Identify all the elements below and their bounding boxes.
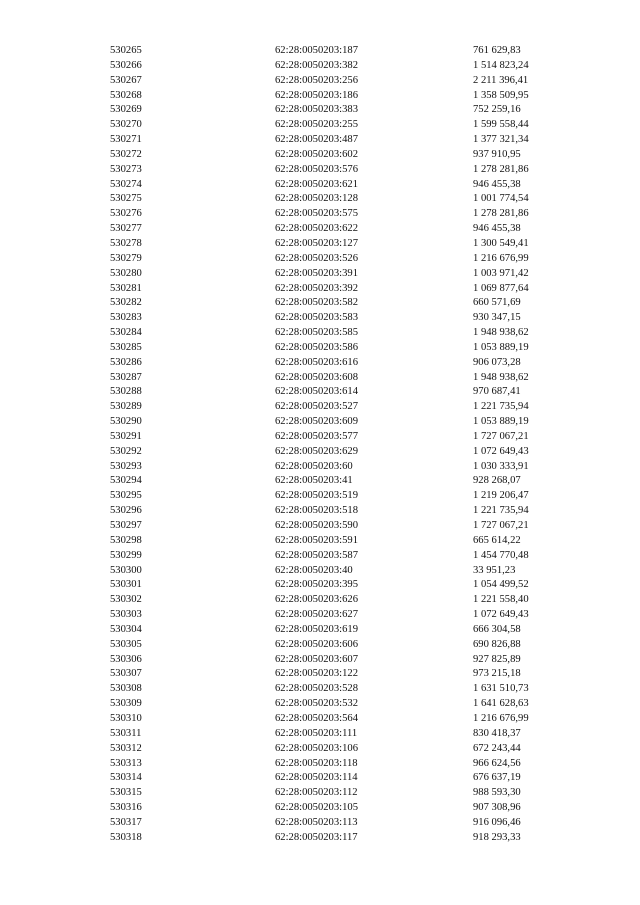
cadastral-value-cell: 946 455,38 bbox=[473, 223, 521, 235]
cadastral-value-cell: 690 826,88 bbox=[473, 638, 521, 650]
table-row bbox=[110, 192, 550, 207]
table-row bbox=[110, 653, 550, 668]
record-number-cell: 530307 bbox=[110, 668, 142, 680]
cadastral-value-cell: 1 278 281,86 bbox=[473, 163, 529, 175]
cadastral-value-cell: 918 293,33 bbox=[473, 831, 521, 843]
cadastral-value-cell: 1 219 206,47 bbox=[473, 490, 529, 502]
cadastral-value-cell: 1 003 971,42 bbox=[473, 267, 529, 279]
table-row bbox=[110, 534, 550, 549]
table-row bbox=[110, 445, 550, 460]
record-number-cell: 530291 bbox=[110, 430, 142, 442]
cadastral-number-cell: 62:28:0050203:106 bbox=[275, 742, 358, 754]
cadastral-value-cell: 1 216 676,99 bbox=[473, 252, 529, 264]
cadastral-value-cell: 1 948 938,62 bbox=[473, 327, 529, 339]
record-number-cell: 530285 bbox=[110, 341, 142, 353]
cadastral-number-cell: 62:28:0050203:586 bbox=[275, 341, 358, 353]
cadastral-number-cell: 62:28:0050203:621 bbox=[275, 178, 358, 190]
record-number-cell: 530292 bbox=[110, 445, 142, 457]
cadastral-value-cell: 1 278 281,86 bbox=[473, 208, 529, 220]
cadastral-value-cell: 665 614,22 bbox=[473, 534, 521, 546]
cadastral-number-cell: 62:28:0050203:127 bbox=[275, 237, 358, 249]
table-row bbox=[110, 519, 550, 534]
cadastral-value-cell: 1 001 774,54 bbox=[473, 193, 529, 205]
record-number-cell: 530281 bbox=[110, 282, 142, 294]
table-row bbox=[110, 118, 550, 133]
record-number-cell: 530305 bbox=[110, 638, 142, 650]
cadastral-value-cell: 1 054 499,52 bbox=[473, 579, 529, 591]
cadastral-value-cell: 1 221 735,94 bbox=[473, 401, 529, 413]
cadastral-value-cell: 830 418,37 bbox=[473, 727, 521, 739]
cadastral-number-cell: 62:28:0050203:395 bbox=[275, 579, 358, 591]
table-row bbox=[110, 371, 550, 386]
cadastral-value-cell: 1 631 510,73 bbox=[473, 683, 529, 695]
cadastral-value-cell: 973 215,18 bbox=[473, 668, 521, 680]
cadastral-number-cell: 62:28:0050203:518 bbox=[275, 505, 358, 517]
table-row bbox=[110, 59, 550, 74]
table-row bbox=[110, 682, 550, 697]
record-number-cell: 530308 bbox=[110, 683, 142, 695]
table-row bbox=[110, 400, 550, 415]
cadastral-value-cell: 1 300 549,41 bbox=[473, 237, 529, 249]
table-row bbox=[110, 326, 550, 341]
record-number-cell: 530306 bbox=[110, 653, 142, 665]
record-number-cell: 530300 bbox=[110, 564, 142, 576]
cadastral-number-cell: 62:28:0050203:187 bbox=[275, 45, 358, 56]
cadastral-value-cell: 2 211 396,41 bbox=[473, 74, 529, 86]
record-number-cell: 530312 bbox=[110, 742, 142, 754]
cadastral-value-cell: 907 308,96 bbox=[473, 802, 521, 814]
record-number-cell: 530295 bbox=[110, 490, 142, 502]
table-row bbox=[110, 786, 550, 801]
cadastral-value-cell: 928 268,07 bbox=[473, 475, 521, 487]
cadastral-number-cell: 62:28:0050203:627 bbox=[275, 609, 358, 621]
record-number-cell: 530311 bbox=[110, 727, 142, 739]
record-number-cell: 530297 bbox=[110, 520, 142, 531]
cadastral-number-cell: 62:28:0050203:186 bbox=[275, 89, 358, 101]
cadastral-value-cell: 970 687,41 bbox=[473, 386, 521, 398]
table-row bbox=[110, 103, 550, 118]
record-number-cell: 530298 bbox=[110, 534, 142, 546]
record-number-cell: 530265 bbox=[110, 45, 142, 56]
table-row bbox=[110, 801, 550, 816]
table-row bbox=[110, 816, 550, 831]
cadastral-value-cell: 33 951,23 bbox=[473, 564, 516, 576]
table-row bbox=[110, 148, 550, 163]
cadastral-number-cell: 62:28:0050203:255 bbox=[275, 119, 358, 131]
record-number-cell: 530293 bbox=[110, 460, 142, 472]
cadastral-value-cell: 937 910,95 bbox=[473, 148, 521, 160]
cadastral-number-cell: 62:28:0050203:528 bbox=[275, 683, 358, 695]
cadastral-value-cell: 1 221 558,40 bbox=[473, 594, 529, 606]
table-row bbox=[110, 385, 550, 400]
table-row bbox=[110, 74, 550, 89]
record-number-cell: 530269 bbox=[110, 104, 142, 116]
table-row bbox=[110, 489, 550, 504]
cadastral-value-cell: 660 571,69 bbox=[473, 297, 521, 309]
cadastral-value-cell: 930 347,15 bbox=[473, 312, 521, 324]
table-row bbox=[110, 415, 550, 430]
record-number-cell: 530302 bbox=[110, 594, 142, 606]
cadastral-number-cell: 62:28:0050203:527 bbox=[275, 401, 358, 413]
cadastral-number-cell: 62:28:0050203:629 bbox=[275, 445, 358, 457]
cadastral-value-cell: 1 221 735,94 bbox=[473, 505, 529, 517]
table-row bbox=[110, 252, 550, 267]
cadastral-value-cell: 1 641 628,63 bbox=[473, 698, 529, 710]
cadastral-number-cell: 62:28:0050203:113 bbox=[275, 816, 358, 828]
record-number-cell: 530315 bbox=[110, 787, 142, 799]
record-number-cell: 530267 bbox=[110, 74, 142, 86]
cadastral-number-cell: 62:28:0050203:112 bbox=[275, 787, 358, 799]
cadastral-number-cell: 62:28:0050203:626 bbox=[275, 594, 358, 606]
cadastral-value-cell: 1 216 676,99 bbox=[473, 712, 529, 724]
record-number-cell: 530314 bbox=[110, 772, 142, 784]
table-row bbox=[110, 712, 550, 727]
cadastral-number-cell: 62:28:0050203:575 bbox=[275, 208, 358, 220]
record-number-cell: 530277 bbox=[110, 223, 142, 235]
cadastral-number-cell: 62:28:0050203:519 bbox=[275, 490, 358, 502]
table-row bbox=[110, 564, 550, 579]
cadastral-number-cell: 62:28:0050203:392 bbox=[275, 282, 358, 294]
cadastral-value-cell: 916 096,46 bbox=[473, 816, 521, 828]
record-number-cell: 530318 bbox=[110, 831, 142, 843]
cadastral-value-cell: 761 629,83 bbox=[473, 45, 521, 56]
valuation-table bbox=[110, 44, 550, 846]
table-row bbox=[110, 549, 550, 564]
cadastral-value-cell: 752 259,16 bbox=[473, 104, 521, 116]
cadastral-value-cell: 1 514 823,24 bbox=[473, 59, 529, 71]
record-number-cell: 530313 bbox=[110, 757, 142, 769]
cadastral-value-cell: 1 948 938,62 bbox=[473, 371, 529, 383]
record-number-cell: 530317 bbox=[110, 816, 142, 828]
record-number-cell: 530303 bbox=[110, 609, 142, 621]
table-row bbox=[110, 44, 550, 59]
cadastral-number-cell: 62:28:0050203:585 bbox=[275, 327, 358, 339]
record-number-cell: 530282 bbox=[110, 297, 142, 309]
table-row bbox=[110, 460, 550, 475]
record-number-cell: 530290 bbox=[110, 416, 142, 428]
cadastral-number-cell: 62:28:0050203:622 bbox=[275, 223, 358, 235]
cadastral-number-cell: 62:28:0050203:532 bbox=[275, 698, 358, 710]
cadastral-number-cell: 62:28:0050203:122 bbox=[275, 668, 358, 680]
record-number-cell: 530268 bbox=[110, 89, 142, 101]
record-number-cell: 530309 bbox=[110, 698, 142, 710]
cadastral-number-cell: 62:28:0050203:616 bbox=[275, 356, 358, 368]
table-row bbox=[110, 282, 550, 297]
cadastral-number-cell: 62:28:0050203:382 bbox=[275, 59, 358, 71]
record-number-cell: 530294 bbox=[110, 475, 142, 487]
table-row bbox=[110, 356, 550, 371]
cadastral-number-cell: 62:28:0050203:619 bbox=[275, 623, 358, 635]
cadastral-value-cell: 1 727 067,21 bbox=[473, 430, 529, 442]
table-row bbox=[110, 667, 550, 682]
record-number-cell: 530279 bbox=[110, 252, 142, 264]
cadastral-value-cell: 1 454 770,48 bbox=[473, 549, 529, 561]
cadastral-value-cell: 676 637,19 bbox=[473, 772, 521, 784]
record-number-cell: 530274 bbox=[110, 178, 142, 190]
cadastral-value-cell: 1 358 509,95 bbox=[473, 89, 529, 101]
table-row bbox=[110, 89, 550, 104]
table-row bbox=[110, 757, 550, 772]
table-row bbox=[110, 237, 550, 252]
cadastral-value-cell: 1 030 333,91 bbox=[473, 460, 529, 472]
cadastral-number-cell: 62:28:0050203:114 bbox=[275, 772, 358, 784]
record-number-cell: 530287 bbox=[110, 371, 142, 383]
cadastral-value-cell: 946 455,38 bbox=[473, 178, 521, 190]
table-row bbox=[110, 207, 550, 222]
cadastral-value-cell: 1 599 558,44 bbox=[473, 119, 529, 131]
table-row bbox=[110, 296, 550, 311]
cadastral-number-cell: 62:28:0050203:609 bbox=[275, 416, 358, 428]
cadastral-number-cell: 62:28:0050203:590 bbox=[275, 520, 358, 531]
table-row bbox=[110, 222, 550, 237]
table-row bbox=[110, 311, 550, 326]
cadastral-value-cell: 672 243,44 bbox=[473, 742, 521, 754]
cadastral-number-cell: 62:28:0050203:582 bbox=[275, 297, 358, 309]
record-number-cell: 530272 bbox=[110, 148, 142, 160]
record-number-cell: 530266 bbox=[110, 59, 142, 71]
record-number-cell: 530280 bbox=[110, 267, 142, 279]
cadastral-number-cell: 62:28:0050203:587 bbox=[275, 549, 358, 561]
table-row bbox=[110, 430, 550, 445]
table-row bbox=[110, 623, 550, 638]
cadastral-value-cell: 1 053 889,19 bbox=[473, 416, 529, 428]
cadastral-number-cell: 62:28:0050203:614 bbox=[275, 386, 358, 398]
cadastral-value-cell: 1 072 649,43 bbox=[473, 609, 529, 621]
record-number-cell: 530289 bbox=[110, 401, 142, 413]
record-number-cell: 530283 bbox=[110, 312, 142, 324]
table-row bbox=[110, 727, 550, 742]
cadastral-number-cell: 62:28:0050203:40 bbox=[275, 564, 353, 576]
table-row bbox=[110, 831, 550, 846]
cadastral-number-cell: 62:28:0050203:41 bbox=[275, 475, 353, 487]
table-row bbox=[110, 771, 550, 786]
cadastral-number-cell: 62:28:0050203:118 bbox=[275, 757, 358, 769]
cadastral-number-cell: 62:28:0050203:607 bbox=[275, 653, 358, 665]
cadastral-number-cell: 62:28:0050203:111 bbox=[275, 727, 358, 739]
cadastral-number-cell: 62:28:0050203:606 bbox=[275, 638, 358, 650]
table-row bbox=[110, 697, 550, 712]
record-number-cell: 530286 bbox=[110, 356, 142, 368]
cadastral-number-cell: 62:28:0050203:391 bbox=[275, 267, 358, 279]
record-number-cell: 530273 bbox=[110, 163, 142, 175]
cadastral-number-cell: 62:28:0050203:128 bbox=[275, 193, 358, 205]
cadastral-value-cell: 966 624,56 bbox=[473, 757, 521, 769]
cadastral-number-cell: 62:28:0050203:526 bbox=[275, 252, 358, 264]
table-row bbox=[110, 578, 550, 593]
table-row bbox=[110, 267, 550, 282]
record-number-cell: 530310 bbox=[110, 712, 142, 724]
cadastral-number-cell: 62:28:0050203:256 bbox=[275, 74, 358, 86]
record-number-cell: 530299 bbox=[110, 549, 142, 561]
record-number-cell: 530284 bbox=[110, 327, 142, 339]
table-row bbox=[110, 608, 550, 623]
cadastral-number-cell: 62:28:0050203:608 bbox=[275, 371, 358, 383]
cadastral-number-cell: 62:28:0050203:117 bbox=[275, 831, 358, 843]
record-number-cell: 530278 bbox=[110, 237, 142, 249]
cadastral-value-cell: 666 304,58 bbox=[473, 623, 521, 635]
record-number-cell: 530301 bbox=[110, 579, 142, 591]
record-number-cell: 530296 bbox=[110, 505, 142, 517]
table-row bbox=[110, 638, 550, 653]
table-row bbox=[110, 742, 550, 757]
cadastral-value-cell: 1 053 889,19 bbox=[473, 341, 529, 353]
cadastral-number-cell: 62:28:0050203:60 bbox=[275, 460, 353, 472]
cadastral-value-cell: 988 593,30 bbox=[473, 787, 521, 799]
record-number-cell: 530304 bbox=[110, 623, 142, 635]
record-number-cell: 530276 bbox=[110, 208, 142, 220]
cadastral-number-cell: 62:28:0050203:487 bbox=[275, 134, 358, 146]
record-number-cell: 530288 bbox=[110, 386, 142, 398]
cadastral-value-cell: 1 377 321,34 bbox=[473, 134, 529, 146]
cadastral-number-cell: 62:28:0050203:602 bbox=[275, 148, 358, 160]
record-number-cell: 530316 bbox=[110, 802, 142, 814]
cadastral-number-cell: 62:28:0050203:105 bbox=[275, 802, 358, 814]
record-number-cell: 530275 bbox=[110, 193, 142, 205]
cadastral-number-cell: 62:28:0050203:576 bbox=[275, 163, 358, 175]
table-row bbox=[110, 178, 550, 193]
table-row bbox=[110, 504, 550, 519]
table-row bbox=[110, 341, 550, 356]
table-row bbox=[110, 133, 550, 148]
cadastral-value-cell: 1 072 649,43 bbox=[473, 445, 529, 457]
table-row bbox=[110, 474, 550, 489]
cadastral-value-cell: 1 069 877,64 bbox=[473, 282, 529, 294]
cadastral-value-cell: 1 727 067,21 bbox=[473, 520, 529, 531]
cadastral-number-cell: 62:28:0050203:383 bbox=[275, 104, 358, 116]
cadastral-number-cell: 62:28:0050203:591 bbox=[275, 534, 358, 546]
table-row bbox=[110, 593, 550, 608]
record-number-cell: 530270 bbox=[110, 119, 142, 131]
cadastral-value-cell: 927 825,89 bbox=[473, 653, 521, 665]
record-number-cell: 530271 bbox=[110, 134, 142, 146]
cadastral-value-cell: 906 073,28 bbox=[473, 356, 521, 368]
cadastral-number-cell: 62:28:0050203:583 bbox=[275, 312, 358, 324]
cadastral-number-cell: 62:28:0050203:564 bbox=[275, 712, 358, 724]
cadastral-number-cell: 62:28:0050203:577 bbox=[275, 430, 358, 442]
table-row bbox=[110, 163, 550, 178]
